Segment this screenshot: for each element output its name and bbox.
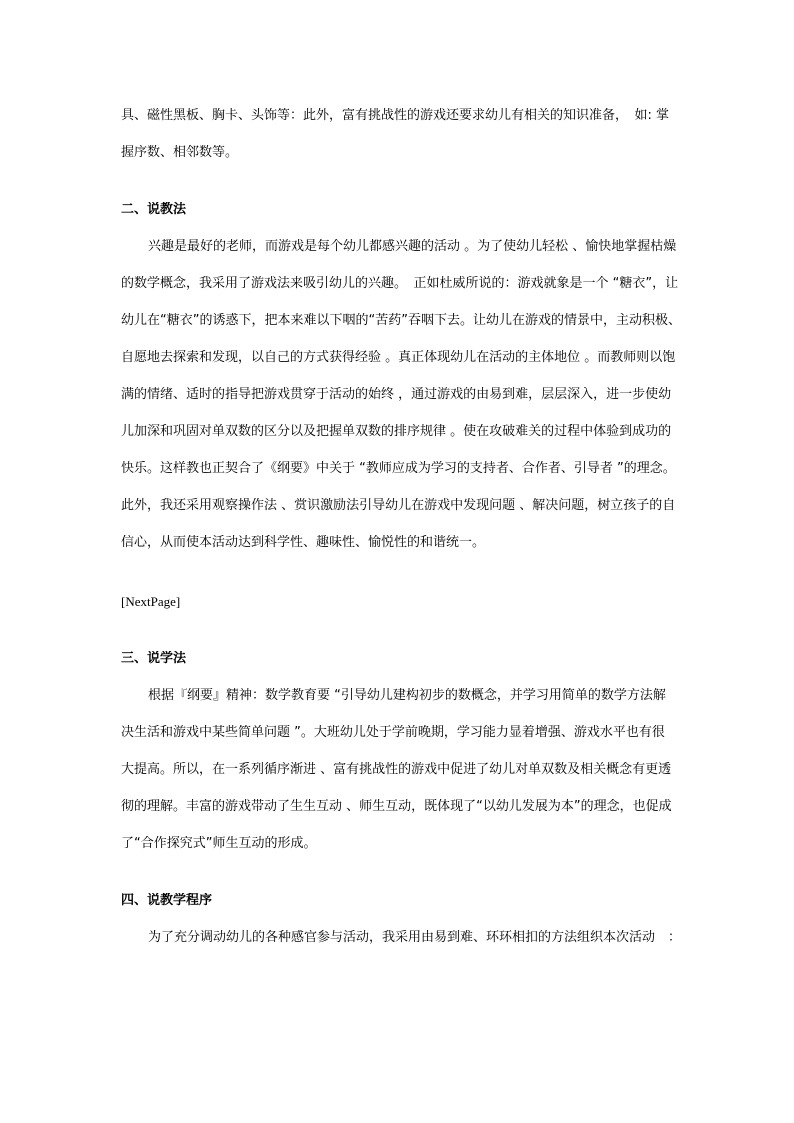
- next-page-marker: [NextPage]: [121, 594, 181, 609]
- paragraph-line: 的数学概念，我采用了游戏法来吸引幼儿的兴趣。 正如杜威所说的：游戏就象是一个 “糖衣”，让: [121, 276, 679, 291]
- body-text-line: 握序数、相邻数等。: [121, 145, 239, 160]
- paragraph-line: 儿加深和巩固对单双数的区分以及把握单双数的排序规律 。使在攻破难关的过程中体验到成功的: [121, 424, 672, 439]
- section-heading-learning-method: 三、说学法: [121, 651, 187, 666]
- paragraph-line: 决生活和游戏中某些简单问题 ”。大班幼儿处于学前晚期，学习能力显着增强、游戏水平也有很: [121, 725, 665, 740]
- body-text-line: 具、磁性黑板、胸卡、头饰等：此外，富有挑战性的游戏还要求幼儿有相关的知识准备， 如: 掌: [121, 108, 670, 123]
- paragraph-line: 彻的理解。丰富的游戏带动了生生互动 、师生互动，既体现了“以幼儿发展为本”的理念，也促成: [121, 799, 672, 814]
- paragraph-line: 幼儿在“糖衣”的诱惑下，把本来难以下咽的“苦药”吞咽下去。让幼儿在游戏的情景中，主动积极、: [121, 313, 681, 328]
- section-heading-teaching-method: 二、说教法: [121, 202, 187, 217]
- paragraph-line: 自愿地去探索和发现，以自己的方式获得经验 。真正体现幼儿在活动的主体地位 。而教师则以饱: [121, 350, 676, 365]
- section-heading-teaching-procedure: 四、说教学程序: [121, 893, 213, 908]
- paragraph-line: 了“合作探究式”师生互动的形成。: [121, 836, 317, 851]
- paragraph-line: 此外，我还采用观察操作法 、赏识激励法引导幼儿在游戏中发现问题 、解决问题，树立孩子的自: [121, 498, 676, 513]
- paragraph-line: 大提高。所以，在一系列循序渐进 、富有挑战性的游戏中促进了幼儿对单双数及相关概念有更透: [121, 762, 672, 777]
- paragraph-line: 快乐。这样教也正契合了《纲要》中关于 “教师应成为学习的支持者、合作者、引导者 ”的理念。: [121, 461, 676, 476]
- paragraph-line: 为了充分调动幼儿的各种感官参与活动，我采用由易到难、环环相扣的方法组织本次活动 ：: [148, 930, 681, 945]
- paragraph-line: 根据『纲要』精神：数学教育要 “引导幼儿建构初步的数概念，并学习用简单的数学方法解: [148, 688, 666, 703]
- paragraph-line: 兴趣是最好的老师，而游戏是每个幼儿都感兴趣的活动 。为了使幼儿轻松 、愉快地掌握枯燥: [148, 239, 677, 254]
- paragraph-line: 满的情绪、适时的指导把游戏贯穿于活动的始终 ，通过游戏的由易到难，层层深入，进一步使幼: [121, 387, 672, 402]
- paragraph-line: 信心，从而使本活动达到科学性、趣味性、愉悦性的和谐统一。: [121, 535, 486, 550]
